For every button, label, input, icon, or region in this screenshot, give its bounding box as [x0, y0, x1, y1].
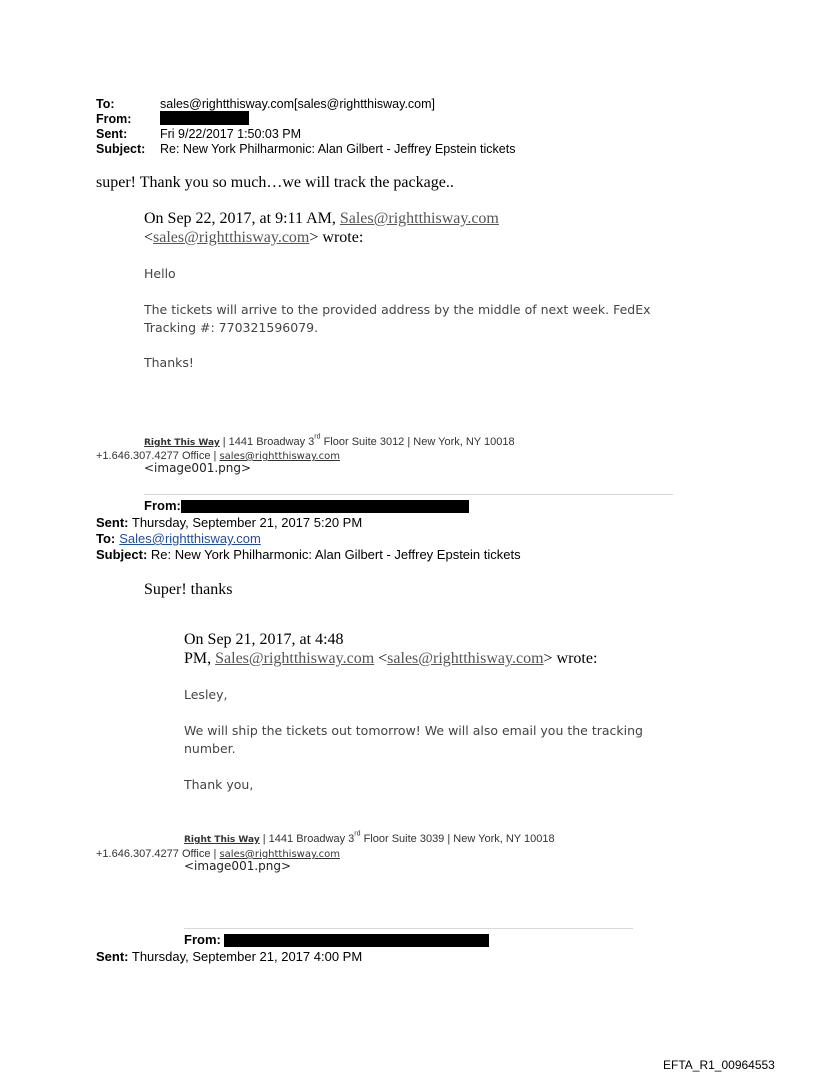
angle-bracket: < — [374, 650, 388, 667]
image-placeholder: <image001.png> — [144, 461, 252, 475]
wrote-text: > wrote: — [309, 229, 364, 246]
wrote-text: > wrote: — [543, 650, 598, 667]
sales-email-link[interactable]: sales@rightthisway.com — [387, 650, 544, 667]
quote-intro: On Sep 21, 2017, at 4:48 — [184, 631, 344, 648]
phone-text: +1.646.307.4277 Office | — [96, 450, 220, 462]
body-line: Tracking #: 770321596079. — [144, 320, 319, 335]
to-value: sales@rightthisway.com[sales@rightthisway.com] — [160, 97, 435, 111]
subject-label: Subject: — [96, 547, 148, 562]
address-text: | 1441 Broadway 3 — [219, 436, 315, 448]
to-label: To: — [96, 531, 116, 546]
signature-email-link[interactable]: sales@rightthisway.com — [219, 451, 341, 462]
sent-label: Sent: — [96, 127, 128, 141]
message-body: Super! thanks — [144, 581, 233, 598]
divider — [144, 494, 673, 495]
sent-value: Fri 9/22/2017 1:50:03 PM — [160, 127, 302, 141]
address-text-2: Floor Suite 3039 | New York, NY 10018 — [360, 833, 555, 845]
greeting: Hello — [144, 266, 176, 281]
thanks-text: Thank you, — [184, 777, 254, 792]
sales-link[interactable]: Sales@rightthisway.com — [339, 210, 499, 227]
subject-value: Re: New York Philharmonic: Alan Gilbert - Jeffrey Epstein tickets — [160, 142, 516, 156]
sent-label: Sent: — [96, 515, 129, 530]
redaction-bar — [160, 111, 249, 125]
sent-line — [96, 948, 362, 966]
signature-email-link[interactable]: sales@rightthisway.com — [219, 849, 341, 860]
to-label: To: — [96, 97, 115, 111]
redaction-bar — [181, 500, 469, 513]
greeting: Lesley, — [184, 687, 228, 702]
reply-body: super! Thank you so much…we will track the package.. — [96, 174, 454, 191]
thanks-text: Thanks! — [144, 355, 194, 370]
redaction-bar — [224, 934, 489, 947]
sent-value: Thursday, September 21, 2017 5:20 PM — [128, 515, 363, 530]
subject-line — [96, 546, 521, 564]
company-link[interactable]: Right This Way — [144, 438, 220, 448]
address-text: | 1441 Broadway 3 — [259, 833, 355, 845]
phone-text: +1.646.307.4277 Office | — [96, 848, 220, 860]
address-sup: rd — [314, 433, 321, 441]
quote-intro — [144, 210, 499, 228]
address-sup: rd — [354, 830, 361, 838]
sales-email-link[interactable]: sales@rightthisway.com — [153, 229, 310, 246]
body-line: number. — [184, 741, 236, 756]
quote-intro-line2 — [144, 229, 363, 247]
sales-link[interactable]: Sales@rightthisway.com — [215, 650, 375, 667]
quote-intro-prefix: On Sep 22, 2017, at 9:11 AM, — [144, 210, 340, 227]
divider — [184, 928, 633, 929]
sent-label: Sent: — [96, 949, 129, 964]
image-placeholder: <image001.png> — [184, 859, 292, 873]
from-label: From: — [144, 498, 181, 513]
address-text-2: Floor Suite 3012 | New York, NY 10018 — [320, 436, 515, 448]
company-link[interactable]: Right This Way — [184, 835, 260, 845]
subject-value: Re: New York Philharmonic: Alan Gilbert - Jeffrey Epstein tickets — [147, 547, 521, 562]
body-line: The tickets will arrive to the provided address by the middle of next week. FedEx — [144, 302, 651, 317]
to-email-link[interactable]: Sales@rightthisway.com — [119, 531, 261, 546]
from-label: From: — [184, 932, 221, 947]
subject-label: Subject: — [96, 142, 146, 156]
body-line: We will ship the tickets out tomorrow! We will also email you the tracking — [184, 723, 643, 738]
document-id: EFTA_R1_00964553 — [663, 1058, 775, 1072]
quote-intro-line2 — [184, 650, 597, 668]
quote-intro-prefix: PM, — [184, 650, 216, 667]
angle-bracket: < — [144, 229, 154, 246]
from-label: From: — [96, 112, 132, 126]
sent-value: Thursday, September 21, 2017 4:00 PM — [128, 949, 363, 964]
